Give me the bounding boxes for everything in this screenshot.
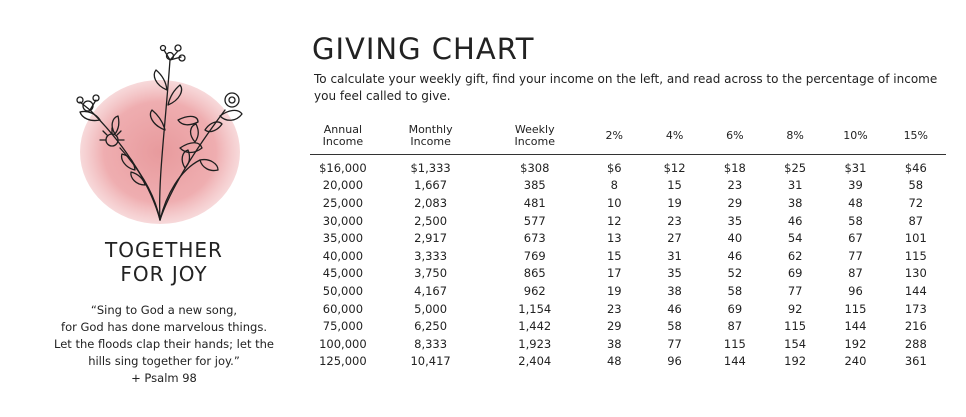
table-cell: 69	[787, 266, 803, 281]
table-cell: 50,000	[322, 283, 364, 298]
table-row	[310, 229, 946, 247]
table-cell: $1,333	[410, 160, 451, 175]
chart-panel	[310, 0, 950, 417]
table-cell: 60,000	[322, 301, 364, 316]
table-cell: $31	[844, 160, 867, 175]
table-cell: 3,333	[414, 248, 448, 263]
column-header-text: Income	[410, 135, 451, 148]
table-cell: 92	[787, 301, 803, 316]
table-cell: 361	[904, 354, 927, 369]
flower-bouquet-icon	[60, 30, 260, 240]
table-cell: 31	[667, 248, 682, 263]
table-cell: 115	[904, 248, 927, 263]
table-cell: 10	[606, 195, 622, 210]
table-row	[310, 194, 946, 212]
table-cell: 20,000	[322, 178, 364, 193]
table-cell: 54	[787, 231, 803, 246]
table-cell: 481	[523, 195, 546, 210]
table-cell: 19	[606, 283, 622, 298]
column-header-text: 8%	[786, 129, 804, 142]
table-cell: 8	[610, 178, 618, 193]
table-cell: 192	[784, 354, 807, 369]
table-cell: 38	[606, 336, 622, 351]
table-cell: 75,000	[322, 319, 364, 334]
table-cell: 39	[848, 178, 863, 193]
table-cell: 5,000	[414, 301, 448, 316]
table-cell: $6	[606, 160, 622, 175]
table-cell: 29	[606, 319, 622, 334]
table-cell: $16,000	[319, 160, 367, 175]
table-row	[310, 353, 946, 371]
table-cell: $46	[904, 160, 927, 175]
column-header-text: 6%	[726, 129, 744, 142]
table-cell: 67	[848, 231, 863, 246]
table-row	[310, 265, 946, 283]
table-row	[310, 177, 946, 195]
table-cell: 15	[667, 178, 682, 193]
table-cell: 46	[727, 248, 743, 263]
table-row	[310, 212, 946, 230]
table-body	[310, 155, 946, 371]
table-cell: 8,333	[414, 336, 448, 351]
column-header-text: Monthly	[408, 123, 453, 136]
table-cell: 240	[844, 354, 867, 369]
table-cell: 865	[523, 266, 546, 281]
column-header-text: Weekly	[514, 123, 555, 136]
table-cell: 27	[667, 231, 682, 246]
table-cell: 673	[523, 231, 546, 246]
table-header-row	[310, 118, 946, 155]
table-cell: 115	[784, 319, 807, 334]
quote-citation: + Psalm 98	[131, 371, 197, 385]
column-header-text: Income	[514, 135, 555, 148]
table-cell: 29	[727, 195, 743, 210]
table-cell: 23	[606, 301, 622, 316]
column-header	[584, 118, 644, 155]
table-cell: 100,000	[319, 336, 367, 351]
table-cell: 35	[727, 213, 743, 228]
table-cell: 35	[667, 266, 682, 281]
table-cell: 17	[606, 266, 622, 281]
table-cell: 40,000	[322, 248, 364, 263]
table-row	[310, 282, 946, 300]
table-cell: 25,000	[322, 195, 364, 210]
quote-line: “Sing to God a new song,	[90, 303, 238, 317]
table-cell: 144	[723, 354, 746, 369]
column-header	[886, 118, 946, 155]
table-cell: 77	[848, 248, 863, 263]
table-cell: 58	[908, 178, 924, 193]
column-header-text: 4%	[665, 129, 684, 142]
table-cell: 288	[904, 336, 927, 351]
table-cell: 10,417	[410, 354, 451, 369]
table-cell: 3,750	[414, 266, 448, 281]
table-cell: 173	[904, 301, 927, 316]
table-cell: 72	[908, 195, 924, 210]
column-header-text: 10%	[843, 129, 868, 142]
column-header	[376, 118, 486, 155]
table-row	[310, 300, 946, 318]
table-cell: 87	[848, 266, 863, 281]
table-cell: 4,167	[414, 283, 448, 298]
table-cell: 130	[904, 266, 927, 281]
table-cell: 2,917	[414, 231, 448, 246]
table-cell: 125,000	[319, 354, 367, 369]
table-cell: 62	[787, 248, 803, 263]
page-title: GIVING CHART	[312, 32, 535, 66]
table-cell: 962	[523, 283, 546, 298]
logo-title-line1: TOGETHER	[105, 238, 223, 262]
table-cell: 69	[727, 301, 743, 316]
table-cell: $18	[723, 160, 746, 175]
column-header-text: Annual	[323, 123, 363, 136]
table-cell: 6,250	[414, 319, 448, 334]
table-cell: 2,404	[518, 354, 552, 369]
logo-title-line2: FOR JOY	[120, 262, 208, 286]
table-cell: 38	[667, 283, 682, 298]
table-cell: 1,667	[414, 178, 448, 193]
table-cell: 40	[727, 231, 743, 246]
table-cell: 101	[904, 231, 927, 246]
table-cell: 2,083	[414, 195, 448, 210]
table-cell: 154	[784, 336, 807, 351]
table-cell: 45,000	[322, 266, 364, 281]
table-cell: 216	[904, 319, 927, 334]
table-cell: 38	[787, 195, 803, 210]
table-cell: 13	[606, 231, 622, 246]
logo-title	[64, 238, 264, 286]
scripture-quote	[30, 302, 298, 387]
column-header	[485, 118, 584, 155]
table-cell: 46	[787, 213, 803, 228]
table-cell: 23	[727, 178, 743, 193]
quote-line: for God has done marvelous things.	[61, 320, 267, 334]
column-header	[825, 118, 885, 155]
quote-line: hills sing together for joy.”	[88, 354, 240, 368]
table-cell: 48	[848, 195, 863, 210]
table-cell: 23	[667, 213, 682, 228]
table-row	[310, 247, 946, 265]
table-cell: 30,000	[322, 213, 364, 228]
table-cell: 31	[787, 178, 803, 193]
table-cell: 96	[667, 354, 682, 369]
column-header	[705, 118, 765, 155]
table-row	[310, 317, 946, 335]
table-cell: 1,154	[518, 301, 552, 316]
table-cell: 58	[667, 319, 682, 334]
giving-table	[310, 118, 946, 370]
column-header	[644, 118, 704, 155]
table-cell: 144	[844, 319, 867, 334]
column-header	[765, 118, 825, 155]
table-row	[310, 155, 946, 177]
table-cell: 2,500	[414, 213, 448, 228]
table-cell: 77	[667, 336, 682, 351]
column-header-text: 15%	[903, 129, 929, 142]
table-cell: $25	[784, 160, 807, 175]
table-cell: 1,923	[518, 336, 552, 351]
table-cell: 52	[727, 266, 743, 281]
table-cell: 115	[844, 301, 867, 316]
table-cell: 77	[787, 283, 803, 298]
table-cell: 1,442	[518, 319, 552, 334]
table-cell: 87	[908, 213, 924, 228]
table-cell: 35,000	[322, 231, 364, 246]
table-cell: 48	[606, 354, 622, 369]
column-header-text: 2%	[605, 129, 623, 142]
table-cell: 15	[606, 248, 622, 263]
table-cell: 577	[523, 213, 546, 228]
logo-panel	[0, 0, 300, 417]
table-cell: 12	[606, 213, 622, 228]
table-cell: 385	[523, 178, 546, 193]
table-cell: 58	[727, 283, 743, 298]
table-cell: 115	[723, 336, 746, 351]
column-header	[310, 118, 376, 155]
table-row	[310, 335, 946, 353]
table-cell: 87	[727, 319, 743, 334]
table-cell: 46	[667, 301, 682, 316]
page-subtitle: To calculate your weekly gift, find your income on the left, and read across to the percentage of income you feel called to give.	[314, 72, 938, 103]
table-cell: $12	[663, 160, 686, 175]
table-cell: 19	[667, 195, 682, 210]
table-cell: 96	[848, 283, 863, 298]
table-cell: 192	[844, 336, 867, 351]
table-cell: 58	[848, 213, 863, 228]
table-cell: 769	[523, 248, 546, 263]
column-header-text: Income	[322, 135, 364, 148]
quote-line: Let the floods clap their hands; let the	[54, 337, 274, 351]
table-cell: 144	[904, 283, 927, 298]
table-cell: $308	[520, 160, 550, 175]
